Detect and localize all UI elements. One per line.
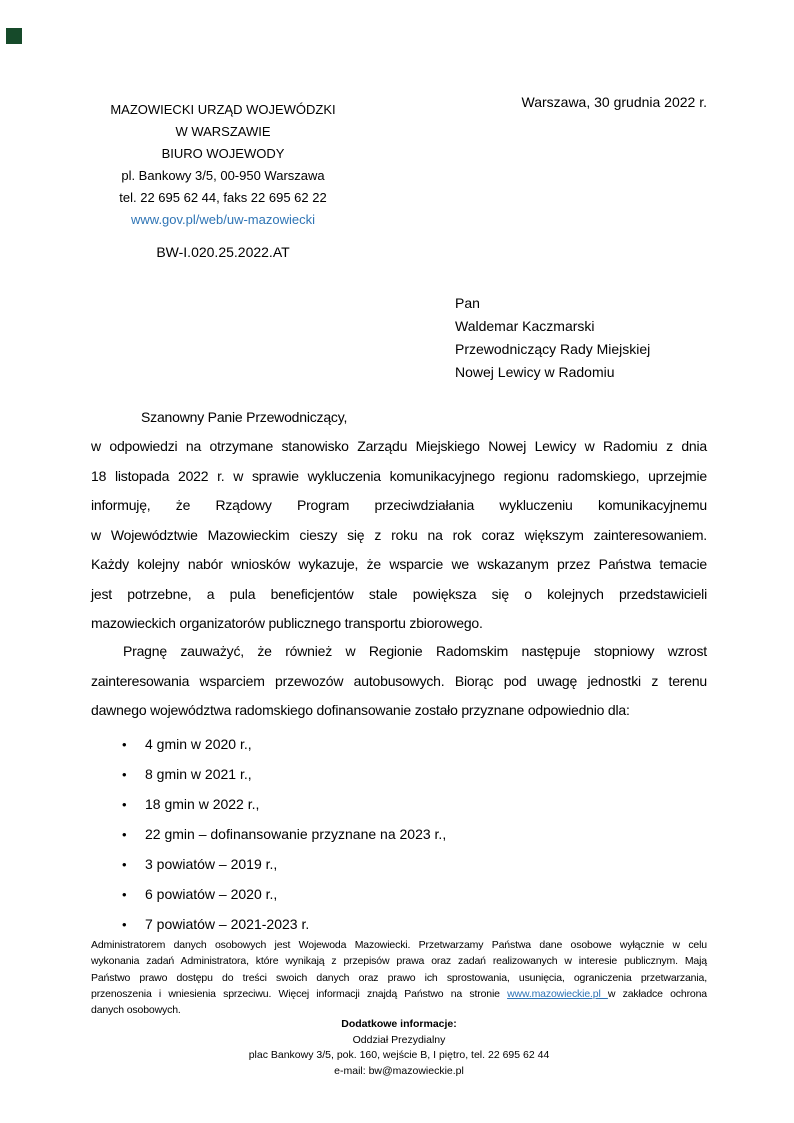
bullet-item (122, 879, 446, 909)
date-line: Warszawa, 30 grudnia 2022 r. (521, 94, 707, 110)
privacy-notice (91, 937, 707, 1018)
additional-info-heading: Dodatkowe informacje: (341, 1018, 457, 1030)
recipient-title: Pan (455, 295, 480, 311)
additional-info-unit: Oddział Prezydialny (352, 1033, 446, 1046)
bullet-text: 4 gmin w 2020 r., (145, 736, 252, 752)
additional-info-email: e-mail: bw@mazowieckie.pl (334, 1064, 464, 1077)
bullet-marker: • (122, 856, 127, 872)
reference-number: BW-I.020.25.2022.AT (156, 244, 290, 260)
body-paragraph-1 (91, 432, 707, 639)
sender-city-line: W WARSZAWIE (175, 124, 271, 139)
bullet-text: 6 powiatów – 2020 r., (145, 886, 278, 902)
recipient-org-line: Nowej Lewicy w Radomiu (455, 364, 615, 380)
paragraph-line: mazowieckich organizatorów publicznego transportu zbiorowego. (91, 615, 483, 631)
recipient-name: Waldemar Kaczmarski (455, 318, 595, 334)
privacy-line: wykonania zadań Administratora, które wynikają z przepisów prawa oraz zadań realizowanych w interesie publicznym. Mają (91, 955, 707, 968)
sender-office-line: BIURO WOJEWODY (161, 146, 285, 161)
sender-website-link[interactable]: www.gov.pl/web/uw-mazowiecki (131, 212, 315, 227)
body-paragraph-2 (91, 637, 707, 726)
privacy-line: danych osobowych. (91, 1004, 181, 1017)
paragraph-line: zainteresowania wsparciem przewozów autobusowych. Biorąc pod uwagę jednostki z terenu (91, 672, 707, 689)
bullet-marker: • (122, 796, 127, 812)
paragraph-line: 18 listopada 2022 r. w sprawie wykluczenia komunikacyjnego regionu radomskiego, uprzejmie (91, 467, 707, 484)
recipient-role-line: Przewodniczący Rady Miejskiej (455, 341, 651, 357)
privacy-line: Administratorem danych osobowych jest Wojewoda Mazowiecki. Przetwarzamy Państwa dane osobowe wyłącznie w celu (91, 939, 707, 951)
bullet-marker: • (122, 886, 127, 902)
privacy-line (91, 986, 707, 1002)
bullet-item (122, 789, 446, 819)
bullet-list (122, 729, 446, 939)
paragraph-line: Każdy kolejny nabór wniosków wykazuje, że wsparcie we wskazanym przez Państwa temacie (91, 556, 707, 572)
bullet-text: 22 gmin – dofinansowanie przyznane na 2023 r., (145, 826, 447, 842)
privacy-line-text: przenoszenia i wniesienia sprzeciwu. Więcej informacji znajdą Państwo na stronie (91, 987, 508, 1000)
recipient-block (455, 292, 650, 384)
sender-letterhead (91, 99, 355, 231)
paragraph-line: w Województwie Mazowieckim cieszy się z roku na rok coraz większym zainteresowaniem. (91, 526, 707, 543)
bullet-item (122, 819, 446, 849)
corner-marker-square (6, 28, 22, 44)
privacy-line-text: w zakładce ochrona (607, 987, 707, 1000)
paragraph-line: informuję, że Rządowy Program przeciwdziałania wykluczeniu komunikacyjnemu (91, 497, 707, 513)
bullet-text: 8 gmin w 2021 r., (145, 766, 252, 782)
bullet-marker: • (122, 826, 127, 842)
bullet-item (122, 909, 446, 939)
paragraph-line: jest potrzebne, a pula beneficjentów stale powiększa się o kolejnych przedstawicieli (91, 585, 707, 602)
sender-website (91, 209, 355, 231)
bullet-marker: • (122, 916, 127, 932)
privacy-line: Państwo prawo dostępu do treści swoich danych oraz prawo ich sprostowania, usunięcia, ograniczenia przetwarzania, (91, 971, 707, 984)
sender-name-line: MAZOWIECKI URZĄD WOJEWÓDZKI (110, 102, 336, 117)
additional-info-address: plac Bankowy 3/5, pok. 160, wejście B, I piętro, tel. 22 695 62 44 (248, 1049, 550, 1062)
sender-phone-line: tel. 22 695 62 44, faks 22 695 62 22 (119, 190, 327, 205)
bullet-text: 3 powiatów – 2019 r., (145, 856, 278, 872)
bullet-text: 18 gmin w 2022 r., (145, 796, 260, 812)
privacy-website-link[interactable]: www.mazowieckie.pl (507, 987, 608, 1000)
bullet-marker: • (122, 736, 127, 752)
paragraph-line: dawnego województwa radomskiego dofinansowanie zostało przyznane odpowiednio dla: (91, 702, 630, 718)
bullet-marker: • (122, 766, 127, 782)
paragraph-line: Pragnę zauważyć, że również w Regionie Radomskim następuje stopniowy wzrost (123, 643, 707, 659)
bullet-item (122, 759, 446, 789)
bullet-item (122, 729, 446, 759)
sender-address-line: pl. Bankowy 3/5, 00-950 Warszawa (121, 168, 325, 183)
salutation: Szanowny Panie Przewodniczący, (141, 409, 348, 425)
bullet-text: 7 powiatów – 2021-2023 r. (145, 916, 310, 932)
additional-info-block (91, 1017, 707, 1079)
bullet-item (122, 849, 446, 879)
paragraph-line: w odpowiedzi na otrzymane stanowisko Zarządu Miejskiego Nowej Lewicy w Radomiu z dnia (91, 438, 707, 454)
